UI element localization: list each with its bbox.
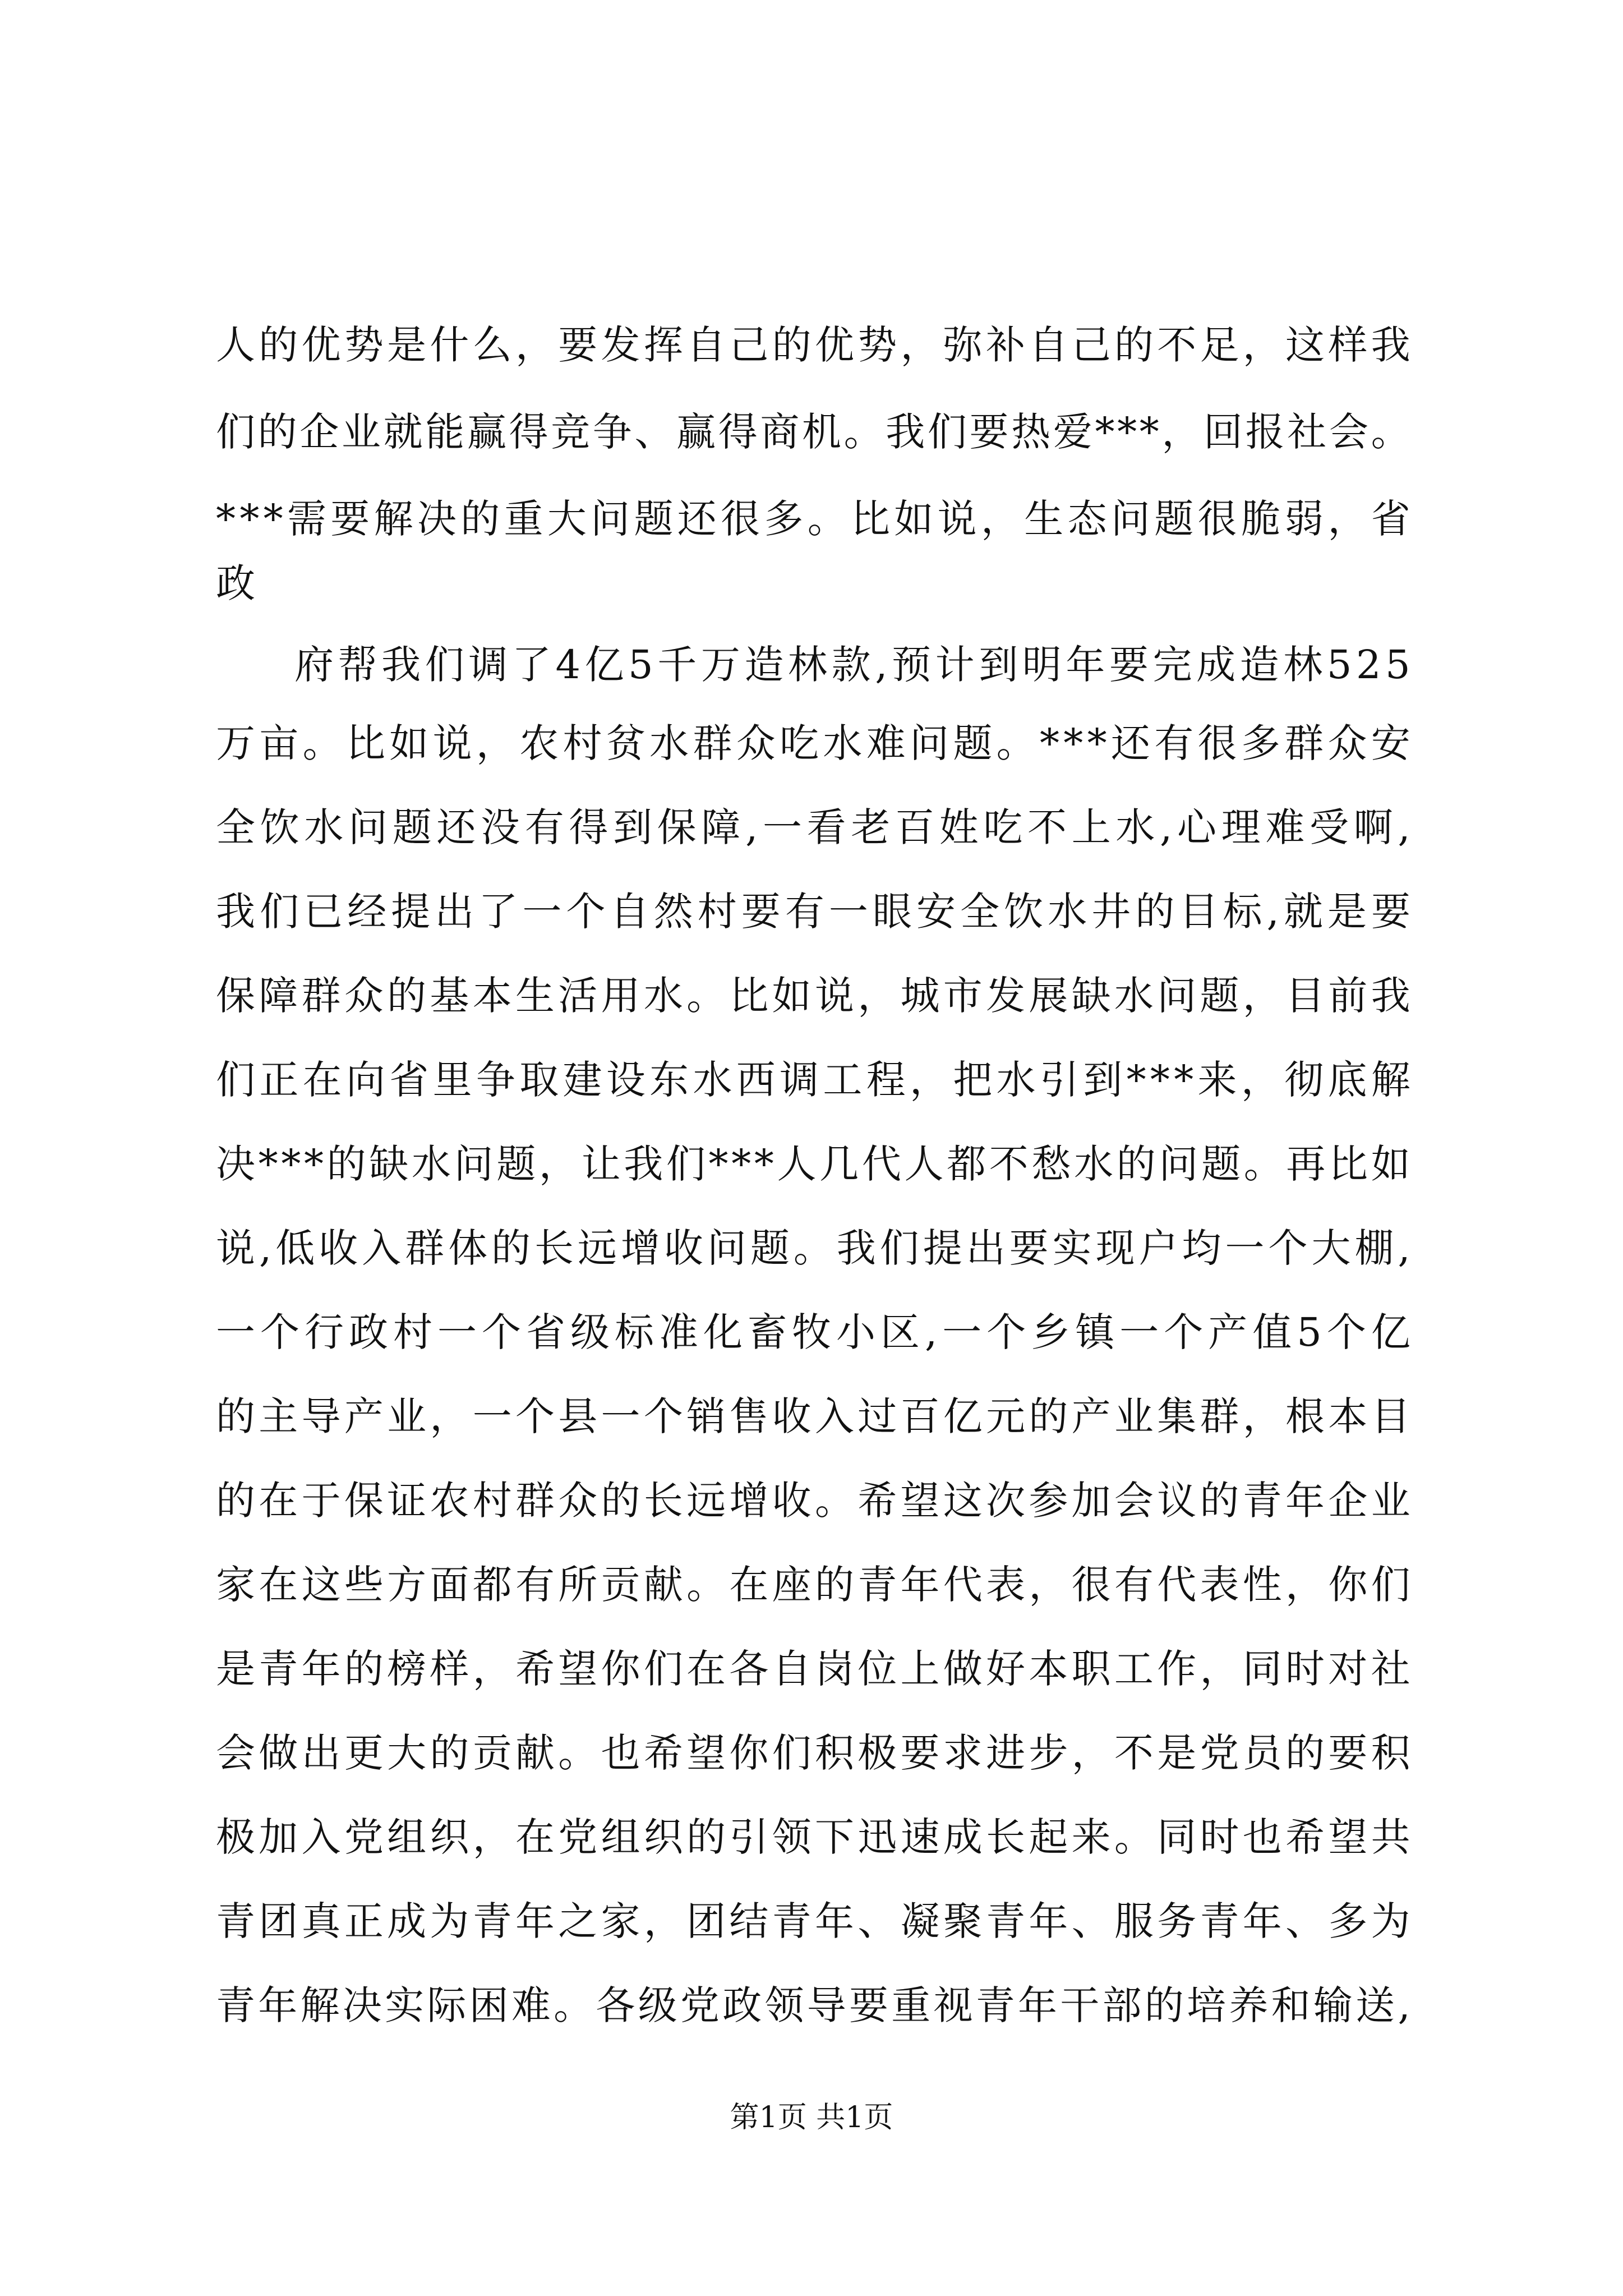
text-line: 家 在 这 些 方 面 都 有 所 贡 献 。 在 座 的 青 年 代 表 ， 很 有 代 表 性 ， 你 们 <box>216 1562 1410 1608</box>
text-line: 决 * * * 的 缺 水 问 题 ， 让 我 们 * * * 人 几 代 人 都 不 愁 水 的 问 题 。 再 比 如 <box>216 1141 1410 1187</box>
text-line: 们 的 企 业 就 能 赢 得 竞 争 、 赢 得 商 机 。 我 们 要 热 爱 * * * ， 回 报 社 会 。 <box>216 409 1410 455</box>
text-line: 我 们 已 经 提 出 了 一 个 自 然 村 要 有 一 眼 安 全 饮 水 井 的 目 标 , 就 是 要 <box>216 889 1410 935</box>
text-line: 说 , 低 收 入 群 体 的 长 远 增 收 问 题 。 我 们 提 出 要 实 现 户 均 一 个 大 棚 , <box>216 1225 1410 1271</box>
text-line: 全 饮 水 问 题 还 没 有 得 到 保 障 , 一 看 老 百 姓 吃 不 上 水 , 心 理 难 受 啊 , <box>216 804 1410 850</box>
text-line: 的 主 导 产 业 ， 一 个 县 一 个 销 售 收 入 过 百 亿 元 的 产 业 集 群 ， 根 本 目 <box>216 1393 1410 1439</box>
text-line: 极 加 入 党 组 织 ， 在 党 组 织 的 引 领 下 迅 速 成 长 起 来 。 同 时 也 希 望 共 <box>216 1814 1410 1860</box>
text-line: * * * 需 要 解 决 的 重 大 问 题 还 很 多 。 比 如 说 ， 生 态 问 题 很 脆 弱 ， 省 <box>216 496 1410 542</box>
text-line: 是 青 年 的 榜 样 ， 希 望 你 们 在 各 自 岗 位 上 做 好 本 职 工 作 ， 同 时 对 社 <box>216 1646 1410 1692</box>
text-line: 政 <box>216 560 255 606</box>
text-line: 青 年 解 决 实 际 困 难 。 各 级 党 政 领 导 要 重 视 青 年 干 部 的 培 养 和 输 送 , <box>216 1982 1410 2028</box>
text-line-paragraph-start: 府 帮 我 们 调 了 4 亿 5 千 万 造 林 款 , 预 计 到 明 年 要 完 成 造 林 5 2 5 <box>294 642 1410 688</box>
text-line: 人 的 优 势 是 什 么 ， 要 发 挥 自 己 的 优 势 ， 弥 补 自 己 的 不 足 ， 这 样 我 <box>216 322 1410 368</box>
text-line: 会 做 出 更 大 的 贡 献 。 也 希 望 你 们 积 极 要 求 进 步 ， 不 是 党 员 的 要 积 <box>216 1730 1410 1776</box>
text-line: 万 亩 。 比 如 说 ， 农 村 贫 水 群 众 吃 水 难 问 题 。 * * * 还 有 很 多 群 众 安 <box>216 720 1410 766</box>
page-number-footer: 第1页 共1页 <box>730 2101 893 2134</box>
text-line: 保 障 群 众 的 基 本 生 活 用 水 。 比 如 说 ， 城 市 发 展 缺 水 问 题 ， 目 前 我 <box>216 973 1410 1019</box>
text-line: 青 团 真 正 成 为 青 年 之 家 ， 团 结 青 年 、 凝 聚 青 年 、 服 务 青 年 、 多 为 <box>216 1898 1410 1944</box>
text-line: 的 在 于 保 证 农 村 群 众 的 长 远 增 收 。 希 望 这 次 参 加 会 议 的 青 年 企 业 <box>216 1478 1410 1524</box>
text-line: 一 个 行 政 村 一 个 省 级 标 准 化 畜 牧 小 区 , 一 个 乡 镇 一 个 产 值 5 个 亿 <box>216 1309 1410 1355</box>
text-line: 们 正 在 向 省 里 争 取 建 设 东 水 西 调 工 程 ， 把 水 引 到 * * * 来 ， 彻 底 解 <box>216 1057 1410 1103</box>
